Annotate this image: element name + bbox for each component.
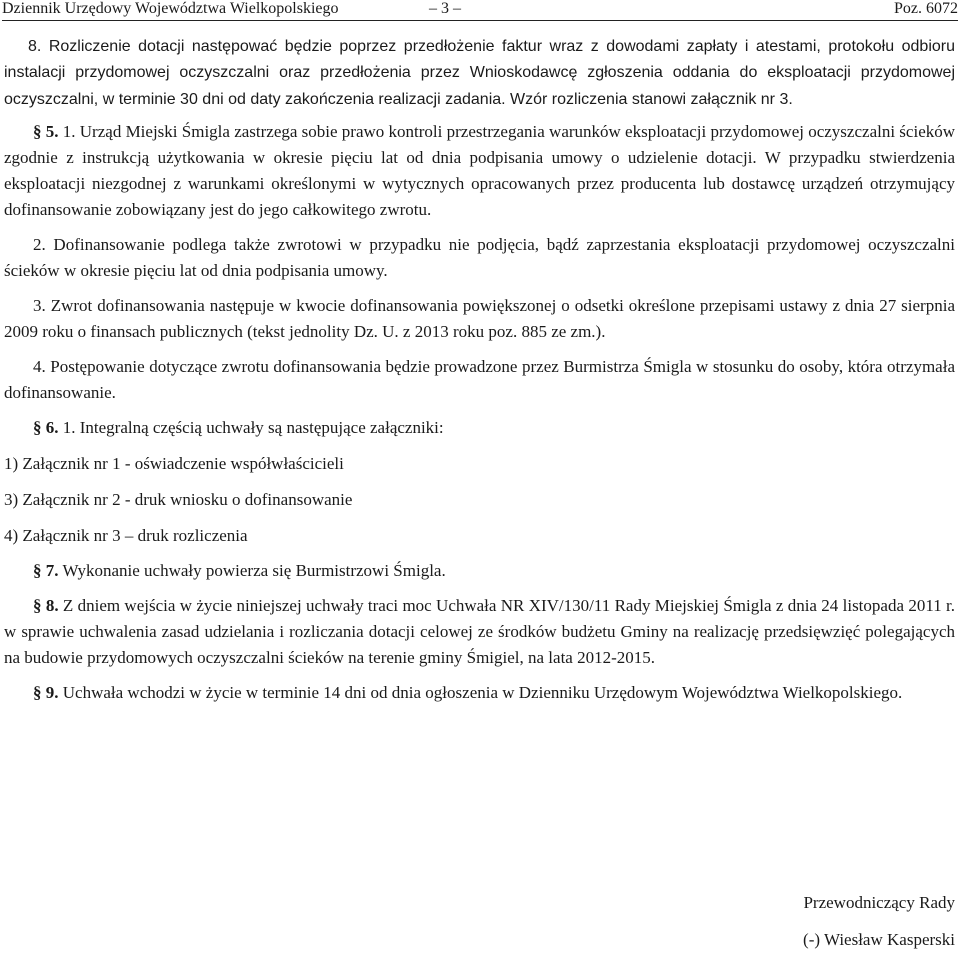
section-6-paragraph: § 6. 1. Integralną częścią uchwały są następujące załączniki: [33,417,444,437]
section-9-label: § 9. [33,682,59,702]
section-5-label: § 5. [33,121,59,141]
list-item: 1) Załącznik nr 1 - oświadczenie współwłaścicieli [4,453,344,473]
section-5-paragraph-4: 4. Postępowanie dotyczące zwrotu dofinansowania będzie prowadzone przez Burmistrza Śmigla w stosunku do osoby, która otrzymała dofinansowanie. [4,356,955,402]
section-6-label: § 6. [33,417,59,437]
section-8-label: § 8. [33,595,59,615]
section-7-label: § 7. [33,560,59,580]
section-5-paragraph-1: § 5. 1. Urząd Miejski Śmigla zastrzega sobie prawo kontroli przestrzegania warunków eksploatacji przydomowej oczyszczalni ścieków zgodnie z instrukcją użytkowania w okresie pięciu lat od dnia podpisania umowy o udzielenie dotacji. W przypadku stwierdzenia eksploatacji niezgodnej z warunkami określonymi w wytycznych opracowanych przez producenta lub dostawcę urządzeń otrzymujący dofinansowanie zobowiązany jest do jego całkowitego zwrotu. [4,121,956,219]
section-5-paragraph-3: 3. Zwrot dofinansowania następuje w kwocie dofinansowania powiększonej o odsetki określone przepisami ustawy z dnia 27 sierpnia 2009 roku o finansach publicznych (tekst jednolity Dz. U. z 2013 roku poz. 885 ze zm.). [4,295,955,341]
paragraph-settlement: 8. Rozliczenie dotacji następować będzie poprzez przedłożenie faktur wraz z dowodami zapłaty i atestami, protokołu odbioru instalacji przydomowej oczyszczalni oraz przedłożenia przez Wnioskodawcę zgłoszenia oddania do eksploatacji przydomowej oczyszczalni, w terminie 30 dni od daty zakończenia realizacji zadania. Wzór rozliczenia stanowi załącznik nr 3. [4,38,955,108]
header-divider [2,20,958,21]
section-5-paragraph-2: 2. Dofinansowanie podlega także zwrotowi w przypadku nie podjęcia, bądź zaprzestania eksploatacji przydomowej oczyszczalni ścieków w okresie pięciu lat od dnia podpisania umowy. [4,234,955,280]
position-number: Poz. 6072 [894,0,958,17]
attachments-list [4,451,955,549]
list-item: 4) Załącznik nr 3 – druk rozliczenia [4,525,248,545]
page-number: – 3 – [429,0,461,17]
page-header [2,0,958,20]
journal-title: Dziennik Urzędowy Województwa Wielkopolskiego [2,0,339,17]
section-7-paragraph: § 7. Wykonanie uchwały powierza się Burmistrzowi Śmigla. [33,560,446,580]
document-body [4,34,955,706]
section-8-paragraph: § 8. Z dniem wejścia w życie niniejszej uchwały traci moc Uchwała NR XIV/130/11 Rady Miejskiej Śmigla z dnia 24 listopada 2011 r. w sprawie uchwalenia zasad udzielania i rozliczania dotacji celowej ze środków budżetu Gminy na realizację przedsięwzięć polegających na budowie przydomowych oczyszczalni ścieków na terenie gminy Śmigiel, na lata 2012-2015. [4,595,955,667]
signature-name: (-) Wiesław Kasperski [803,930,955,949]
signature-title: Przewodniczący Rady [803,893,955,912]
list-item: 3) Załącznik nr 2 - druk wniosku o dofinansowanie [4,489,353,509]
section-9-paragraph: § 9. Uchwała wchodzi w życie w terminie 14 dni od dnia ogłoszenia w Dzienniku Urzędowym Województwa Wielkopolskiego. [33,682,903,702]
